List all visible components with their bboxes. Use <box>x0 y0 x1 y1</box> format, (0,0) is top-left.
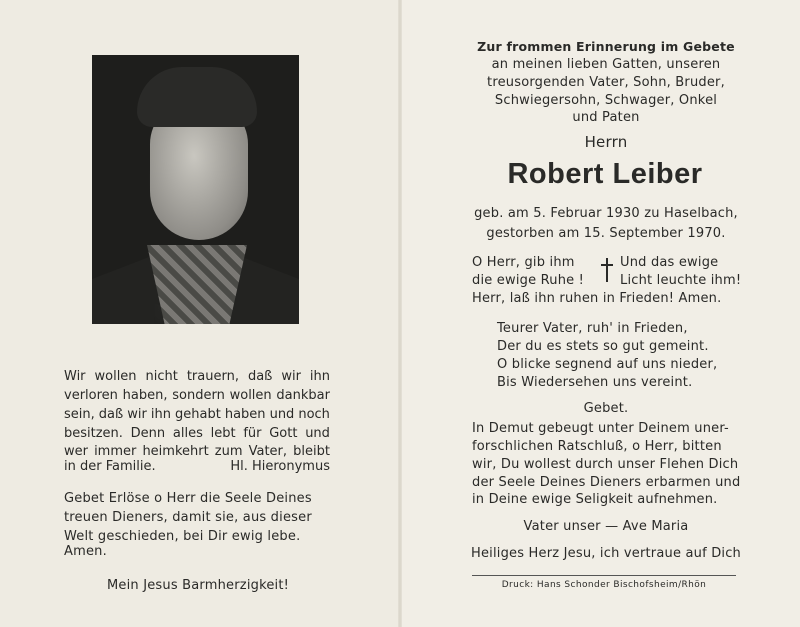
poem-word: wir <box>127 407 147 422</box>
poem-last-line: in der Familie. <box>64 459 156 474</box>
right-prayer-line-4: der Seele Deines Dieners erbarmen und <box>472 475 741 490</box>
poem-word: Vater, <box>248 444 288 459</box>
photo-shirt <box>147 245 247 324</box>
poem-word: ihn <box>150 407 171 422</box>
left-prayer-line-4: Amen. <box>64 544 107 559</box>
rest-left-1: O Herr, gib ihm <box>472 255 575 270</box>
poem-word: daß <box>98 407 124 422</box>
poem-word: Wir <box>64 369 86 384</box>
poem-word: haben <box>224 407 266 422</box>
poem-word: nicht <box>145 369 178 384</box>
deceased-name: Robert Leiber <box>507 158 703 190</box>
poem-word: trauern, <box>186 369 239 384</box>
portrait-photo <box>92 55 299 324</box>
intro-line-2: treusorgenden Vater, Sohn, Bruder, <box>487 75 725 90</box>
right-prayer-line-2: forschlichen Ratschluß, o Herr, bitten <box>472 439 722 454</box>
poem-word: wollen <box>229 388 272 403</box>
poem-word: und <box>305 426 330 441</box>
poem-word: heimkehrt <box>142 444 209 459</box>
poem-word: noch <box>298 407 330 422</box>
poem-word: und <box>269 407 295 422</box>
closing-invocation: Mein Jesus Barmherzigkeit! <box>107 578 290 593</box>
verse-line-4: Bis Wiedersehen uns vereint. <box>497 375 693 390</box>
prayer-title: Gebet. <box>583 401 629 416</box>
right-prayer-line-3: wir, Du wollest durch unser Flehen Dich <box>472 457 739 472</box>
poem-word: immer <box>94 444 137 459</box>
intro-line-4: und Paten <box>572 110 640 125</box>
poem-word: sondern <box>172 388 225 403</box>
poem-attribution-line <box>64 457 330 476</box>
photo-hair <box>137 67 257 127</box>
right-prayer-line-5: in Deine ewige Seligkeit aufnehmen. <box>472 492 718 507</box>
heart-invocation: Heiliges Herz Jesu, ich vertraue auf Dich <box>470 546 741 561</box>
poem-word: ihn <box>309 369 330 384</box>
printer-imprint: Druck: Hans Schonder Bischofsheim/Rhön <box>501 580 707 590</box>
poem-word: wir <box>281 369 301 384</box>
verse-line-3: O blicke segnend auf uns nieder, <box>497 357 718 372</box>
poem-line <box>64 424 330 443</box>
poem-line <box>64 386 330 405</box>
rest-full-line: Herr, laß ihn ruhen in Frieden! Amen. <box>472 291 722 306</box>
vater-unser: Vater unser — Ave Maria <box>523 519 689 534</box>
poem-word: dankbar <box>276 388 330 403</box>
intro-line-1: an meinen lieben Gatten, unseren <box>491 57 721 72</box>
birth-line: geb. am 5. Februar 1930 zu Haselbach, <box>474 206 738 221</box>
verse-line-1: Teurer Vater, ruh' in Frieden, <box>497 321 688 336</box>
poem-author: Hl. Hieronymus <box>230 459 330 474</box>
intro-line-3: Schwiegersohn, Schwager, Onkel <box>494 93 718 108</box>
cross-icon <box>601 258 613 282</box>
poem-word: zum <box>214 444 243 459</box>
poem-word: alles <box>172 426 203 441</box>
poem-line <box>64 367 330 386</box>
center-fold <box>398 0 402 627</box>
salutation: Herrn <box>584 133 628 151</box>
rest-left-2: die ewige Ruhe ! <box>472 273 585 288</box>
poem-word: wer <box>64 444 88 459</box>
poem-word: für <box>243 426 262 441</box>
poem-word: bleibt <box>293 444 330 459</box>
poem-word: sein, <box>64 407 95 422</box>
poem-line <box>64 405 330 424</box>
poem-word: Gott <box>269 426 298 441</box>
poem-word: daß <box>247 369 273 384</box>
poem-word: wollen <box>94 369 137 384</box>
rest-right-1: Und das ewige <box>620 255 719 270</box>
rest-right-2: Licht leuchte ihm! <box>620 273 742 288</box>
death-line: gestorben am 15. September 1970. <box>486 226 726 241</box>
poem-word: haben, <box>122 388 168 403</box>
left-prayer-line-3: Welt geschieden, bei Dir ewig lebe. <box>64 529 301 544</box>
poem-word: Denn <box>130 426 166 441</box>
verse-line-2: Der du es stets so gut gemeint. <box>497 339 709 354</box>
heading: Zur frommen Erinnerung im Gebete <box>477 39 735 54</box>
poem-word: besitzen. <box>64 426 123 441</box>
footer-rule <box>472 575 736 576</box>
poem-word: lebt <box>210 426 236 441</box>
poem-word: verloren <box>64 388 118 403</box>
left-prayer-line-1: Gebet Erlöse o Herr die Seele Deines <box>64 491 312 506</box>
poem-word: gehabt <box>175 407 221 422</box>
left-prayer-line-2: treuen Dieners, damit sie, aus dieser <box>64 510 312 525</box>
right-prayer-line-1: In Demut gebeugt unter Deinem uner- <box>472 421 729 436</box>
